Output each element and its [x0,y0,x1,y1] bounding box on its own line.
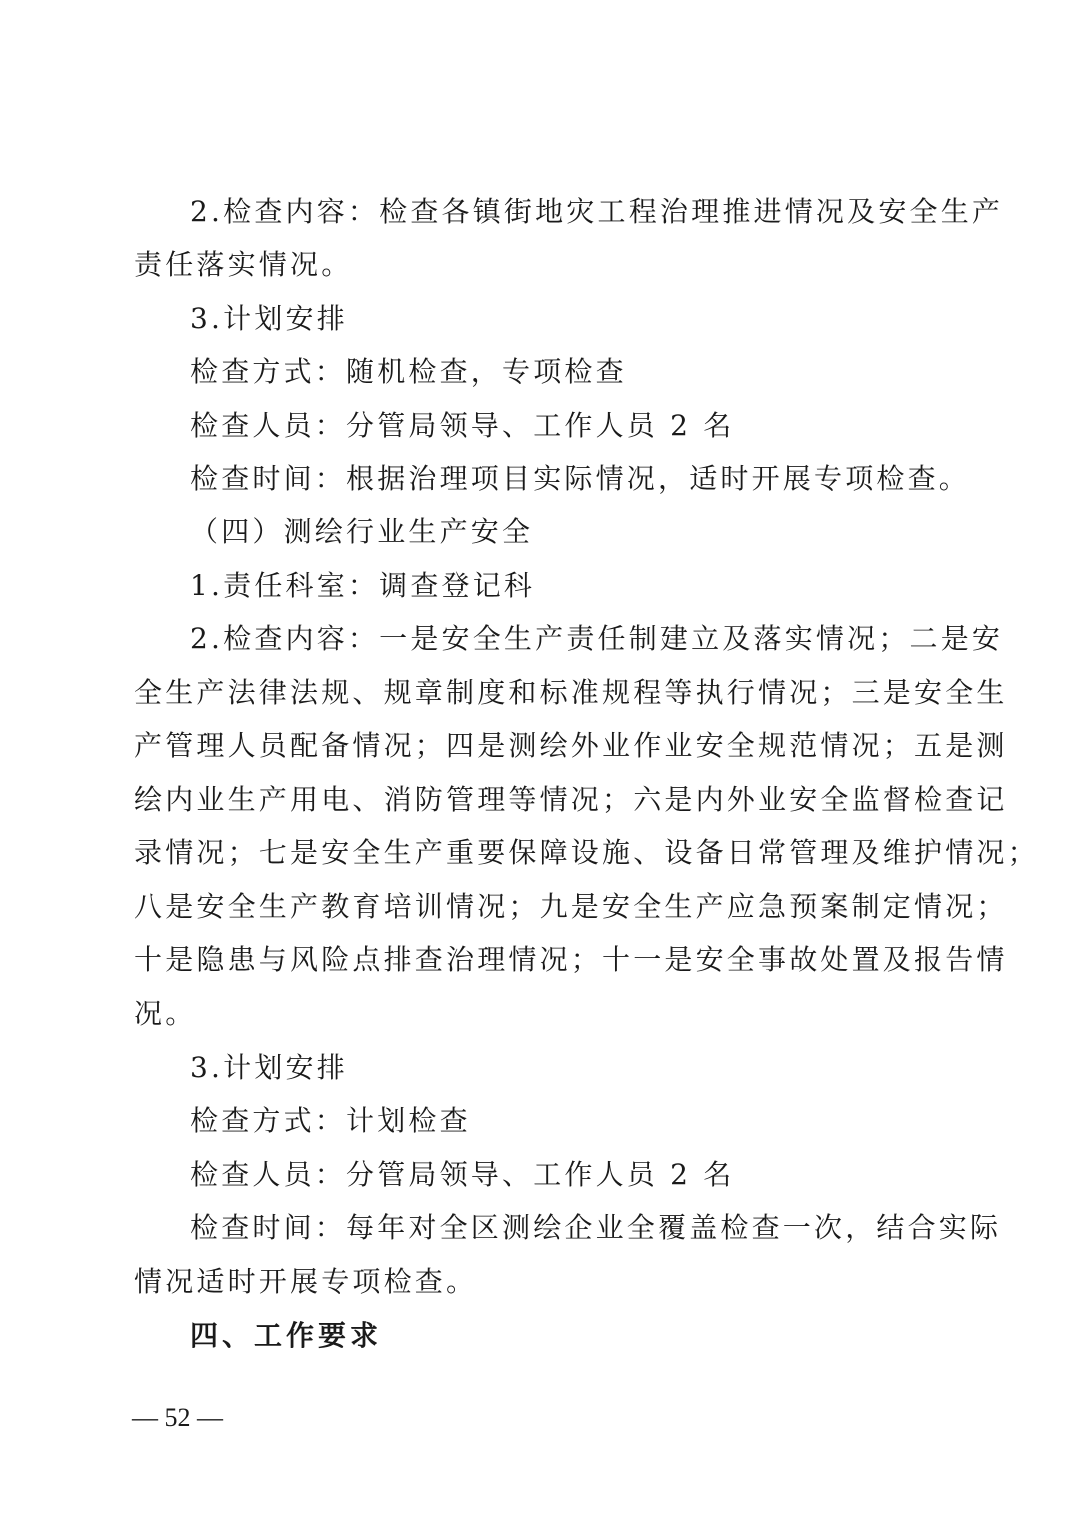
section-heading: （四）测绘行业生产安全 [190,515,534,548]
text-line: 2.检查内容：一是安全生产责任制建立及落实情况；二是安 [190,622,1004,655]
text-line: 检查人员：分管局领导、工作人员 2 名 [190,409,735,442]
text-line: 3.计划安排 [190,302,348,335]
text-line: 1.责任科室：调查登记科 [190,569,536,602]
text-line: 2.检查内容：检查各镇街地灾工程治理推进情况及安全生产 [190,195,1004,228]
text-line: 情况适时开展专项检查。 [134,1265,478,1298]
text-line: 检查时间：每年对全区测绘企业全覆盖检查一次，结合实际 [190,1211,1002,1244]
text-line: 绘内业生产用电、消防管理等情况；六是内外业安全监督检查记 [134,783,1008,816]
text-line: 八是安全生产教育培训情况；九是安全生产应急预案制定情况； [134,890,1008,923]
text-line: 产管理人员配备情况；四是测绘外业作业安全规范情况；五是测 [134,729,1008,762]
text-line: 检查方式：随机检查，专项检查 [190,355,627,388]
text-line: 检查时间：根据治理项目实际情况，适时开展专项检查。 [190,462,971,495]
text-line: 责任落实情况。 [134,248,353,281]
text-line: 十是隐患与风险点排查治理情况；十一是安全事故处置及报告情 [134,943,1008,976]
text-line: 3.计划安排 [190,1051,348,1084]
text-line: 检查方式：计划检查 [190,1104,471,1137]
text-line: 检查人员：分管局领导、工作人员 2 名 [190,1158,735,1191]
text-line: 全生产法律法规、规章制度和标准规程等执行情况；三是安全生 [134,676,1008,709]
text-line: 况。 [134,997,197,1030]
text-line: 录情况；七是安全生产重要保障设施、设备日常管理及维护情况； [134,836,1039,869]
page-number: — 52 — [132,1403,223,1432]
section-heading-bold: 四、工作要求 [190,1319,383,1352]
